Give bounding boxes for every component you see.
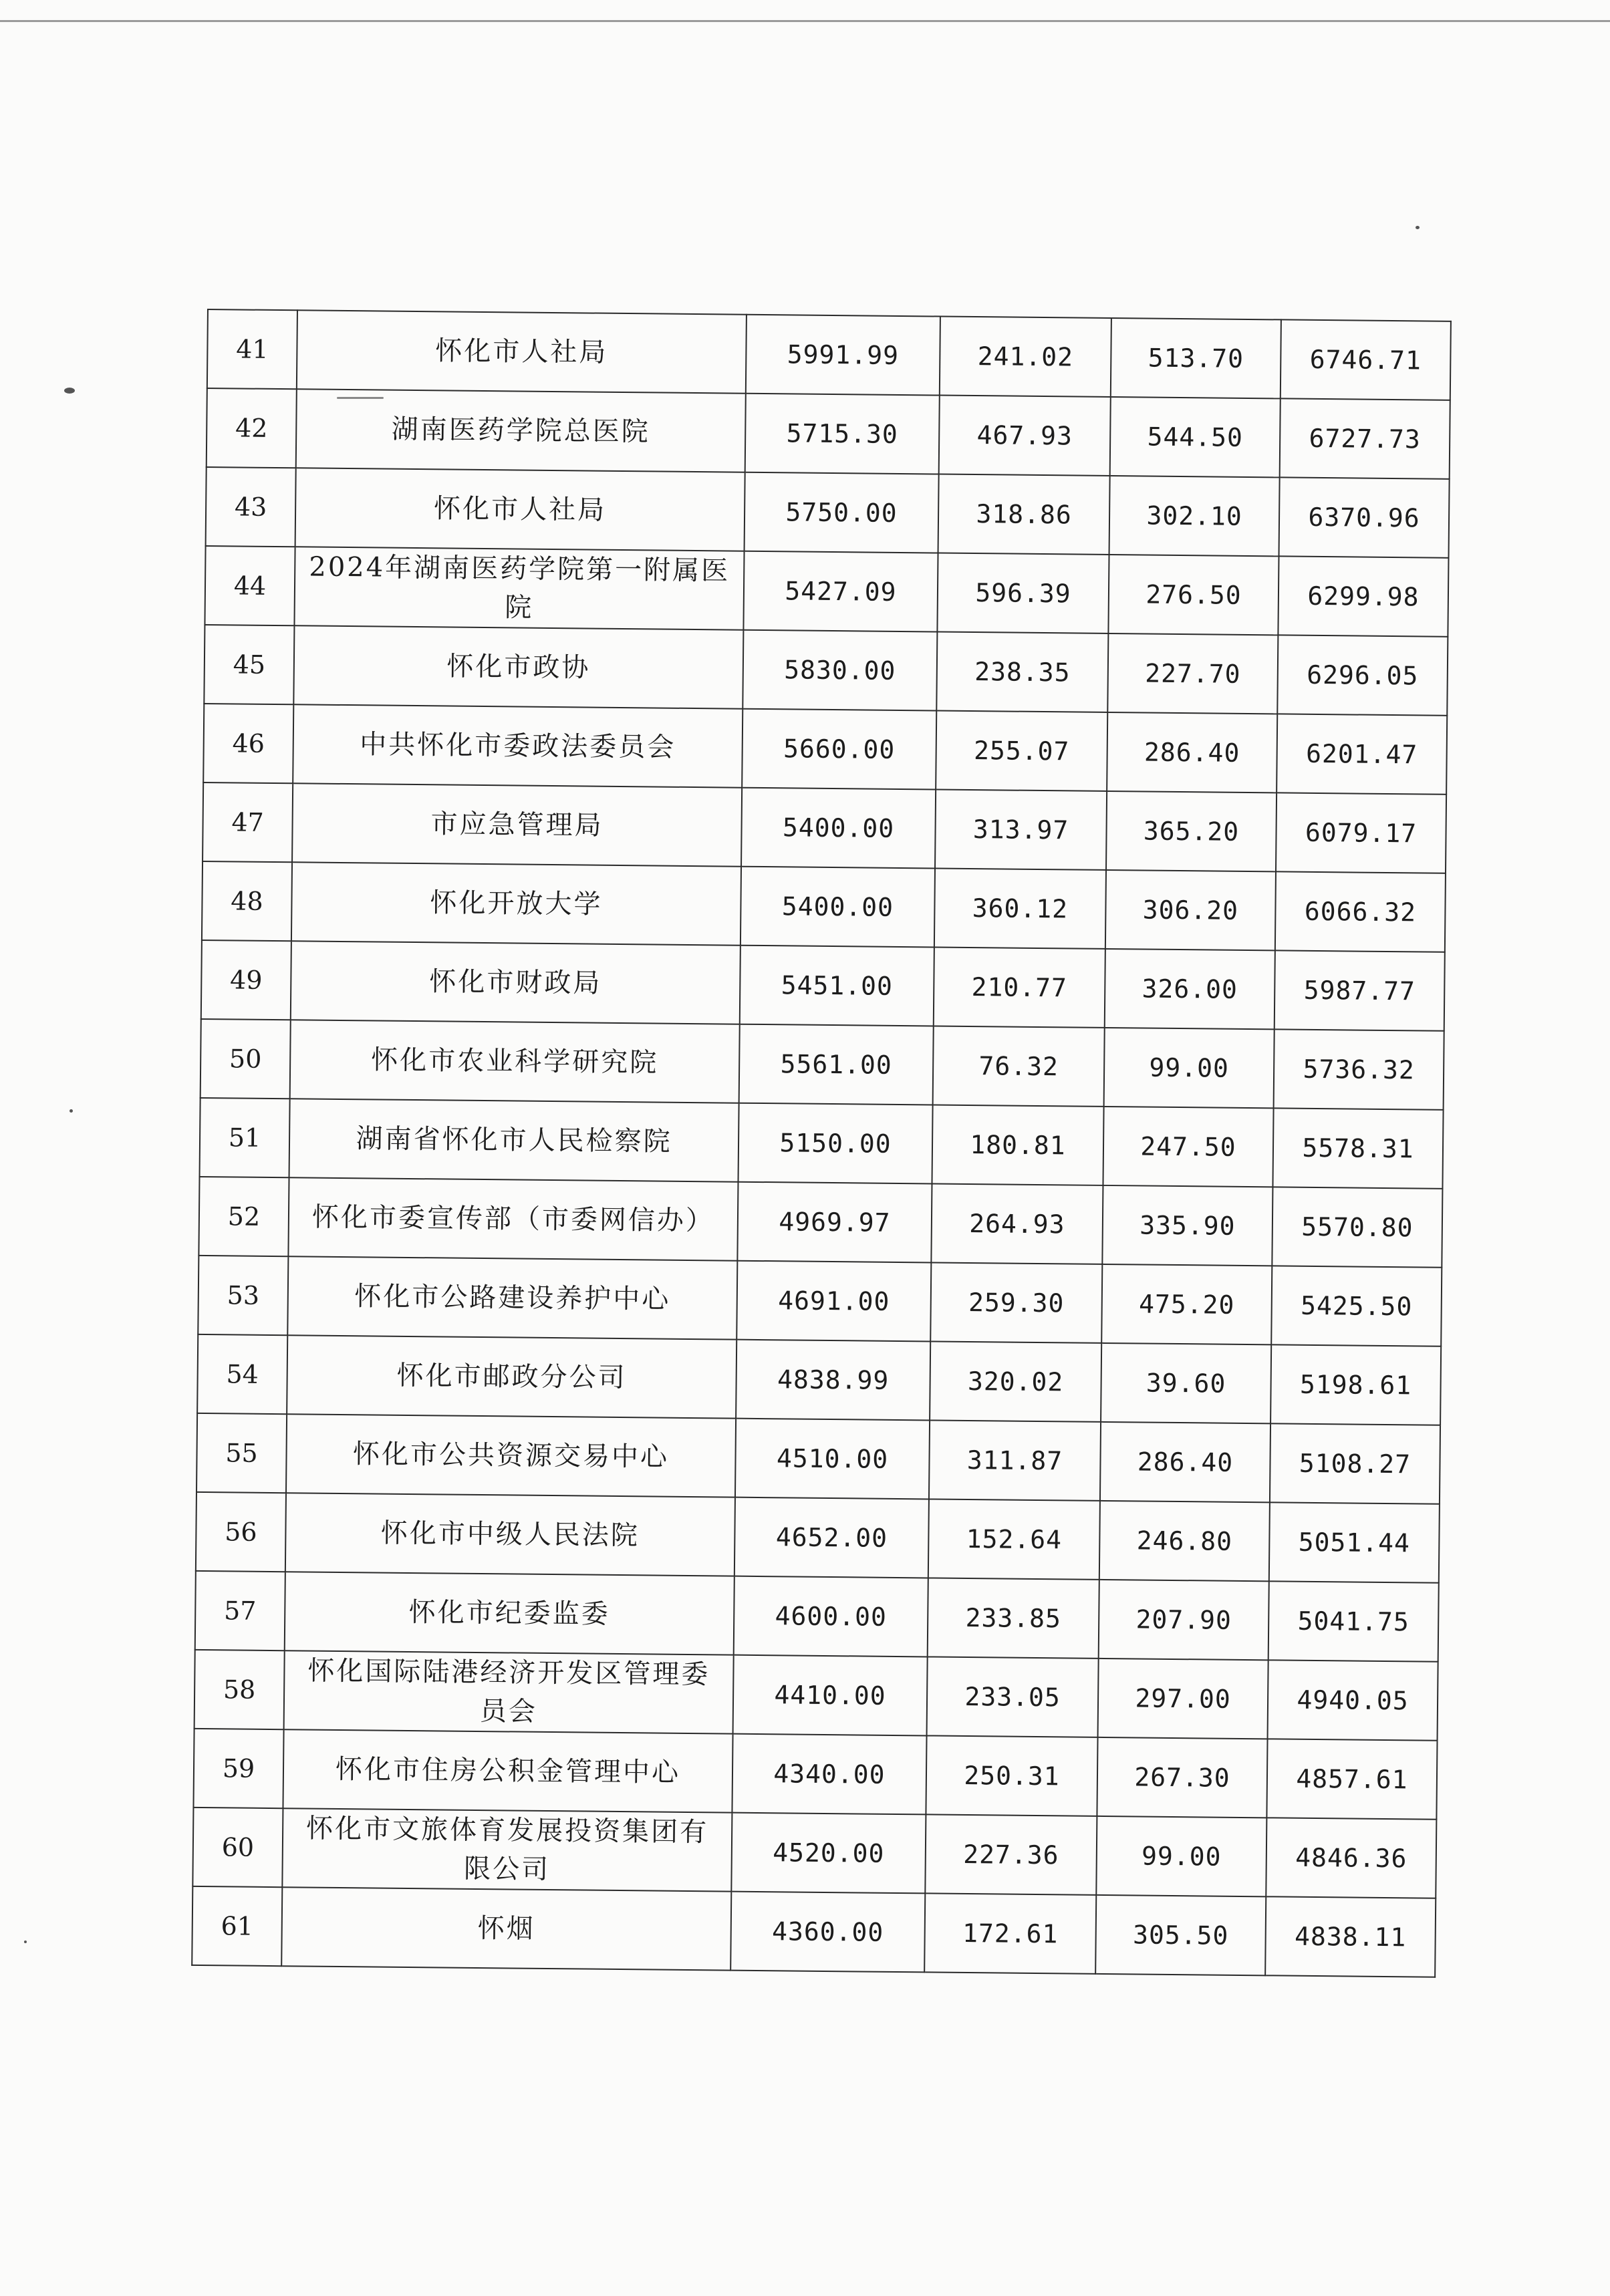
value-col-2: 255.07	[936, 711, 1107, 791]
table-row	[194, 1650, 1438, 1741]
value-col-1: 4410.00	[733, 1655, 928, 1736]
table-row	[206, 467, 1450, 558]
value-col-1: 4652.00	[734, 1497, 929, 1578]
value-col-2: 227.36	[925, 1814, 1097, 1894]
row-number: 53	[198, 1256, 288, 1335]
total-value: 5108.27	[1270, 1423, 1440, 1503]
table-row	[198, 1256, 1442, 1346]
value-col-2: 152.64	[928, 1499, 1100, 1579]
unit-name: 怀化市农业科学研究院	[290, 1020, 740, 1103]
value-col-2: 318.86	[938, 474, 1110, 555]
table-row	[200, 1098, 1444, 1189]
total-value: 4838.11	[1265, 1896, 1436, 1977]
value-col-3: 246.80	[1099, 1501, 1270, 1581]
value-col-3: 475.20	[1101, 1264, 1272, 1344]
row-number: 56	[196, 1492, 286, 1572]
row-number: 57	[195, 1571, 285, 1651]
value-col-1: 5150.00	[738, 1103, 932, 1184]
value-col-1: 4838.99	[736, 1340, 930, 1421]
unit-name: 怀化市中级人民法院	[285, 1493, 735, 1576]
value-col-3: 302.10	[1109, 476, 1280, 556]
value-col-1: 4520.00	[731, 1813, 926, 1894]
row-number: 59	[193, 1729, 283, 1808]
value-col-1: 4340.00	[732, 1734, 926, 1815]
value-col-2: 467.93	[939, 396, 1111, 476]
total-value: 4846.36	[1266, 1818, 1436, 1898]
table-row	[192, 1886, 1436, 1977]
table-row	[195, 1571, 1439, 1662]
total-value: 5570.80	[1272, 1187, 1442, 1267]
total-value: 6746.71	[1281, 319, 1451, 400]
row-number: 48	[202, 861, 292, 941]
value-col-1: 5830.00	[743, 630, 937, 711]
row-number: 43	[206, 467, 296, 547]
value-col-3: 286.40	[1100, 1422, 1270, 1502]
total-value: 6727.73	[1280, 398, 1450, 478]
total-value: 6299.98	[1278, 556, 1448, 636]
table-row	[197, 1334, 1441, 1425]
unit-name: 中共怀化市委政法委员会	[293, 704, 743, 787]
unit-name: 怀化国际陆港经济开发区管理委员会	[284, 1651, 734, 1733]
value-col-3: 306.20	[1105, 870, 1276, 950]
value-col-1: 5427.09	[743, 551, 938, 632]
table-row	[202, 861, 1446, 952]
value-col-3: 247.50	[1103, 1107, 1273, 1187]
unit-name: 怀烟	[281, 1887, 731, 1970]
scan-speck	[64, 388, 75, 394]
value-col-1: 4600.00	[734, 1576, 928, 1657]
row-number: 51	[200, 1098, 290, 1177]
value-col-3: 267.30	[1097, 1737, 1267, 1818]
row-number: 60	[192, 1808, 283, 1887]
value-col-2: 180.81	[932, 1105, 1103, 1185]
unit-name: 怀化市文旅体育发展投资集团有限公司	[282, 1808, 732, 1891]
value-col-1: 4360.00	[730, 1892, 925, 1973]
value-col-3: 297.00	[1098, 1659, 1268, 1739]
table-row	[205, 546, 1448, 637]
value-col-1: 5400.00	[741, 788, 936, 869]
value-col-2: 259.30	[930, 1262, 1102, 1342]
table-row	[204, 625, 1448, 716]
total-value: 5987.77	[1274, 950, 1445, 1030]
row-number: 42	[207, 388, 297, 468]
value-col-2: 360.12	[934, 868, 1106, 948]
value-col-1: 5400.00	[741, 867, 935, 948]
scan-speck	[1416, 226, 1420, 229]
total-value: 5198.61	[1270, 1344, 1441, 1425]
row-number: 54	[197, 1334, 287, 1414]
value-col-2: 172.61	[924, 1893, 1096, 1973]
row-number: 45	[204, 625, 294, 704]
unit-name: 怀化市政协	[293, 625, 743, 708]
scan-speck	[70, 1109, 73, 1113]
value-col-3: 276.50	[1108, 555, 1279, 635]
total-value: 5736.32	[1274, 1029, 1444, 1109]
table-row	[207, 388, 1450, 479]
value-col-2: 313.97	[935, 789, 1107, 869]
unit-name: 怀化开放大学	[291, 862, 741, 945]
value-col-1: 5561.00	[739, 1024, 934, 1105]
table-row	[207, 309, 1451, 400]
total-value: 6066.32	[1275, 871, 1446, 952]
row-number: 52	[198, 1177, 289, 1256]
value-col-3: 39.60	[1101, 1343, 1271, 1423]
row-number: 44	[205, 546, 295, 625]
value-col-2: 311.87	[929, 1420, 1101, 1500]
value-col-3: 99.00	[1104, 1028, 1274, 1108]
value-col-1: 4510.00	[735, 1419, 930, 1499]
value-col-3: 227.70	[1107, 633, 1278, 714]
value-col-3: 305.50	[1095, 1895, 1266, 1975]
total-value: 6296.05	[1277, 635, 1448, 715]
table-row	[196, 1492, 1440, 1583]
row-number: 58	[194, 1650, 285, 1729]
value-col-1: 5715.30	[745, 394, 940, 474]
table-body	[192, 309, 1451, 1977]
total-value: 4940.05	[1268, 1660, 1438, 1740]
unit-name: 2024年湖南医药学院第一附属医院	[294, 547, 744, 629]
value-col-1: 4969.97	[737, 1182, 932, 1263]
unit-name: 怀化市住房公积金管理中心	[283, 1729, 732, 1812]
unit-name: 怀化市公路建设养护中心	[287, 1256, 737, 1339]
value-col-3: 207.90	[1099, 1580, 1269, 1660]
total-value: 6079.17	[1276, 793, 1446, 873]
value-col-3: 286.40	[1107, 712, 1277, 793]
table-row	[203, 704, 1447, 795]
row-number: 49	[201, 940, 291, 1020]
value-col-2: 233.05	[927, 1657, 1099, 1737]
unit-name: 怀化市邮政分公司	[287, 1335, 736, 1418]
value-col-3: 513.70	[1111, 318, 1281, 398]
value-col-1: 5991.99	[746, 315, 940, 396]
ranking-table	[191, 309, 1452, 1978]
total-value: 5041.75	[1268, 1581, 1439, 1661]
unit-name: 怀化市公共资源交易中心	[286, 1414, 736, 1497]
scan-speck	[24, 1941, 27, 1943]
value-col-1: 4691.00	[736, 1261, 931, 1342]
value-col-1: 5660.00	[742, 709, 936, 790]
table-row	[196, 1413, 1440, 1504]
table-row	[203, 782, 1446, 873]
value-col-1: 5750.00	[745, 472, 939, 553]
value-col-3: 365.20	[1106, 791, 1277, 871]
table-row	[192, 1808, 1436, 1898]
row-number: 47	[203, 782, 293, 862]
table-row	[201, 940, 1445, 1031]
unit-name: 湖南省怀化市人民检察院	[289, 1099, 739, 1181]
row-number: 55	[196, 1413, 287, 1493]
unit-name: 怀化市财政局	[291, 941, 741, 1024]
unit-name: 怀化市人社局	[297, 310, 747, 393]
table-row	[193, 1729, 1437, 1820]
row-number: 46	[203, 704, 293, 783]
value-col-2: 76.32	[933, 1026, 1105, 1106]
total-value: 5578.31	[1272, 1108, 1443, 1188]
unit-name: 湖南医药学院总医院	[296, 389, 746, 472]
unit-name: 怀化市纪委监委	[285, 1572, 734, 1655]
value-col-1: 5451.00	[740, 946, 934, 1026]
total-value: 6370.96	[1279, 477, 1450, 557]
scan-top-edge-line	[0, 20, 1610, 22]
total-value: 4857.61	[1266, 1739, 1437, 1819]
row-number: 50	[200, 1019, 291, 1099]
unit-name: 怀化市委宣传部（市委网信办）	[288, 1177, 738, 1260]
table-row	[198, 1177, 1442, 1268]
row-number: 61	[192, 1886, 282, 1966]
value-col-3: 326.00	[1105, 949, 1275, 1029]
value-col-2: 596.39	[937, 553, 1109, 633]
value-col-2: 264.93	[931, 1183, 1103, 1264]
total-value: 5051.44	[1269, 1502, 1440, 1582]
unit-name: 怀化市人社局	[295, 468, 745, 551]
value-col-2: 250.31	[926, 1735, 1097, 1816]
value-col-2: 210.77	[934, 947, 1105, 1027]
table-row	[200, 1019, 1444, 1110]
value-col-2: 320.02	[930, 1341, 1101, 1421]
value-col-2: 238.35	[936, 632, 1108, 712]
value-col-2: 241.02	[940, 317, 1111, 397]
total-value: 5425.50	[1271, 1266, 1442, 1346]
value-col-3: 335.90	[1102, 1185, 1272, 1266]
row-number: 41	[207, 309, 297, 389]
unit-name: 市应急管理局	[292, 783, 742, 866]
value-col-3: 99.00	[1096, 1816, 1266, 1896]
value-col-2: 233.85	[928, 1578, 1099, 1658]
value-col-3: 544.50	[1110, 397, 1281, 477]
total-value: 6201.47	[1277, 714, 1447, 794]
